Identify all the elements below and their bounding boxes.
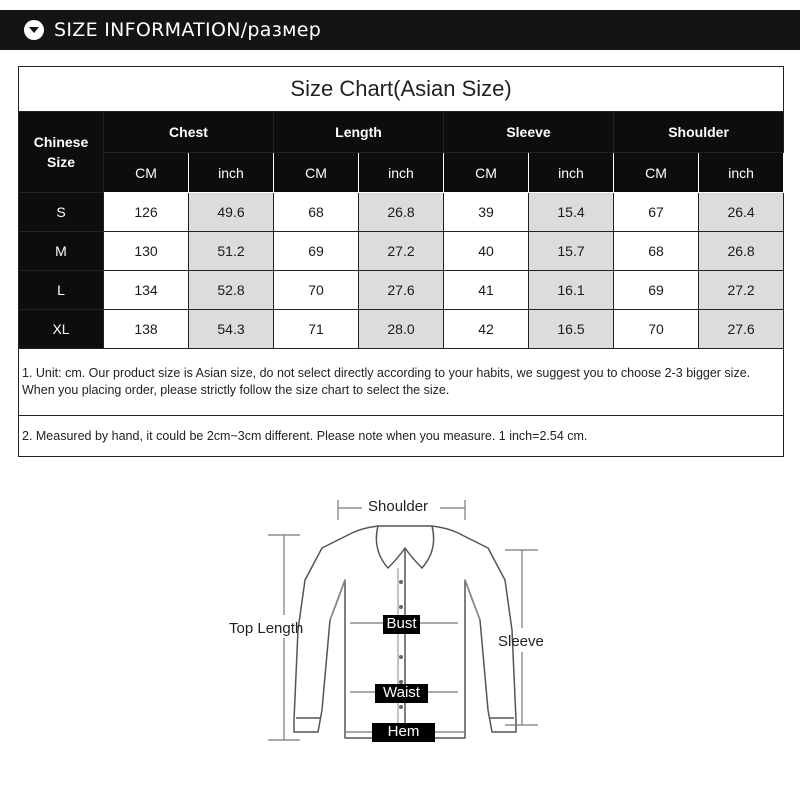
unit-header: CM — [444, 153, 529, 193]
table-row — [19, 232, 784, 271]
table-cell: 69 — [274, 232, 359, 271]
group-header-length: Length — [274, 112, 444, 153]
table-cell: 138 — [104, 310, 189, 349]
table-cell: 68 — [614, 232, 699, 271]
size-label: S — [19, 193, 104, 232]
unit-header: CM — [274, 153, 359, 193]
shoulder-label: Shoulder — [368, 498, 429, 515]
group-header-shoulder: Shoulder — [614, 112, 784, 153]
table-cell: 15.4 — [529, 193, 614, 232]
table-cell: 130 — [104, 232, 189, 271]
table-row — [19, 310, 784, 349]
table-cell: 15.7 — [529, 232, 614, 271]
waist-label: Waist — [375, 684, 428, 703]
table-cell: 54.3 — [189, 310, 274, 349]
chevron-down-icon — [24, 20, 44, 40]
table-cell: 16.5 — [529, 310, 614, 349]
table-cell: 27.6 — [699, 310, 784, 349]
table-title: Size Chart(Asian Size) — [19, 67, 784, 112]
group-header-chest: Chest — [104, 112, 274, 153]
table-cell: 69 — [614, 271, 699, 310]
table-cell: 70 — [614, 310, 699, 349]
section-title: SIZE INFORMATION/размер — [54, 19, 322, 41]
table-cell: 16.1 — [529, 271, 614, 310]
table-cell: 51.2 — [189, 232, 274, 271]
table-cell: 26.8 — [699, 232, 784, 271]
hem-label: Hem — [372, 723, 435, 742]
note-2: 2. Measured by hand, it could be 2cm~3cm different. Please note when you measure. 1 inch=2.54 cm. — [19, 416, 784, 457]
size-chart-table — [18, 66, 784, 457]
table-cell: 26.8 — [359, 193, 444, 232]
sleeve-label: Sleeve — [498, 633, 544, 650]
row-header-label: Chinese Size — [19, 112, 104, 193]
group-header-sleeve: Sleeve — [444, 112, 614, 153]
table-cell: 27.2 — [699, 271, 784, 310]
section-header — [0, 10, 800, 50]
unit-header: CM — [104, 153, 189, 193]
table-cell: 28.0 — [359, 310, 444, 349]
bust-label: Bust — [383, 615, 420, 634]
table-row — [19, 271, 784, 310]
table-cell: 52.8 — [189, 271, 274, 310]
shirt-illustration — [0, 470, 800, 800]
top-length-label: Top Length — [229, 620, 304, 637]
table-cell: 134 — [104, 271, 189, 310]
unit-header: inch — [529, 153, 614, 193]
unit-header: inch — [359, 153, 444, 193]
table-cell: 126 — [104, 193, 189, 232]
unit-header: CM — [614, 153, 699, 193]
size-label: M — [19, 232, 104, 271]
size-label: L — [19, 271, 104, 310]
table-cell: 40 — [444, 232, 529, 271]
table-cell: 68 — [274, 193, 359, 232]
table-row — [19, 193, 784, 232]
table-cell: 41 — [444, 271, 529, 310]
table-cell: 71 — [274, 310, 359, 349]
table-cell: 26.4 — [699, 193, 784, 232]
table-cell: 70 — [274, 271, 359, 310]
table-cell: 39 — [444, 193, 529, 232]
table-cell: 27.2 — [359, 232, 444, 271]
unit-header: inch — [699, 153, 784, 193]
measurement-diagram — [0, 470, 800, 800]
size-label: XL — [19, 310, 104, 349]
table-cell: 67 — [614, 193, 699, 232]
table-cell: 49.6 — [189, 193, 274, 232]
table-cell: 27.6 — [359, 271, 444, 310]
note-1: 1. Unit: cm. Our product size is Asian size, do not select directly according to your habits, we suggest you to choose 2-3 bigger size. When you placing order, please strictly follow the size chart to select the size. — [19, 349, 784, 416]
table-cell: 42 — [444, 310, 529, 349]
unit-header: inch — [189, 153, 274, 193]
